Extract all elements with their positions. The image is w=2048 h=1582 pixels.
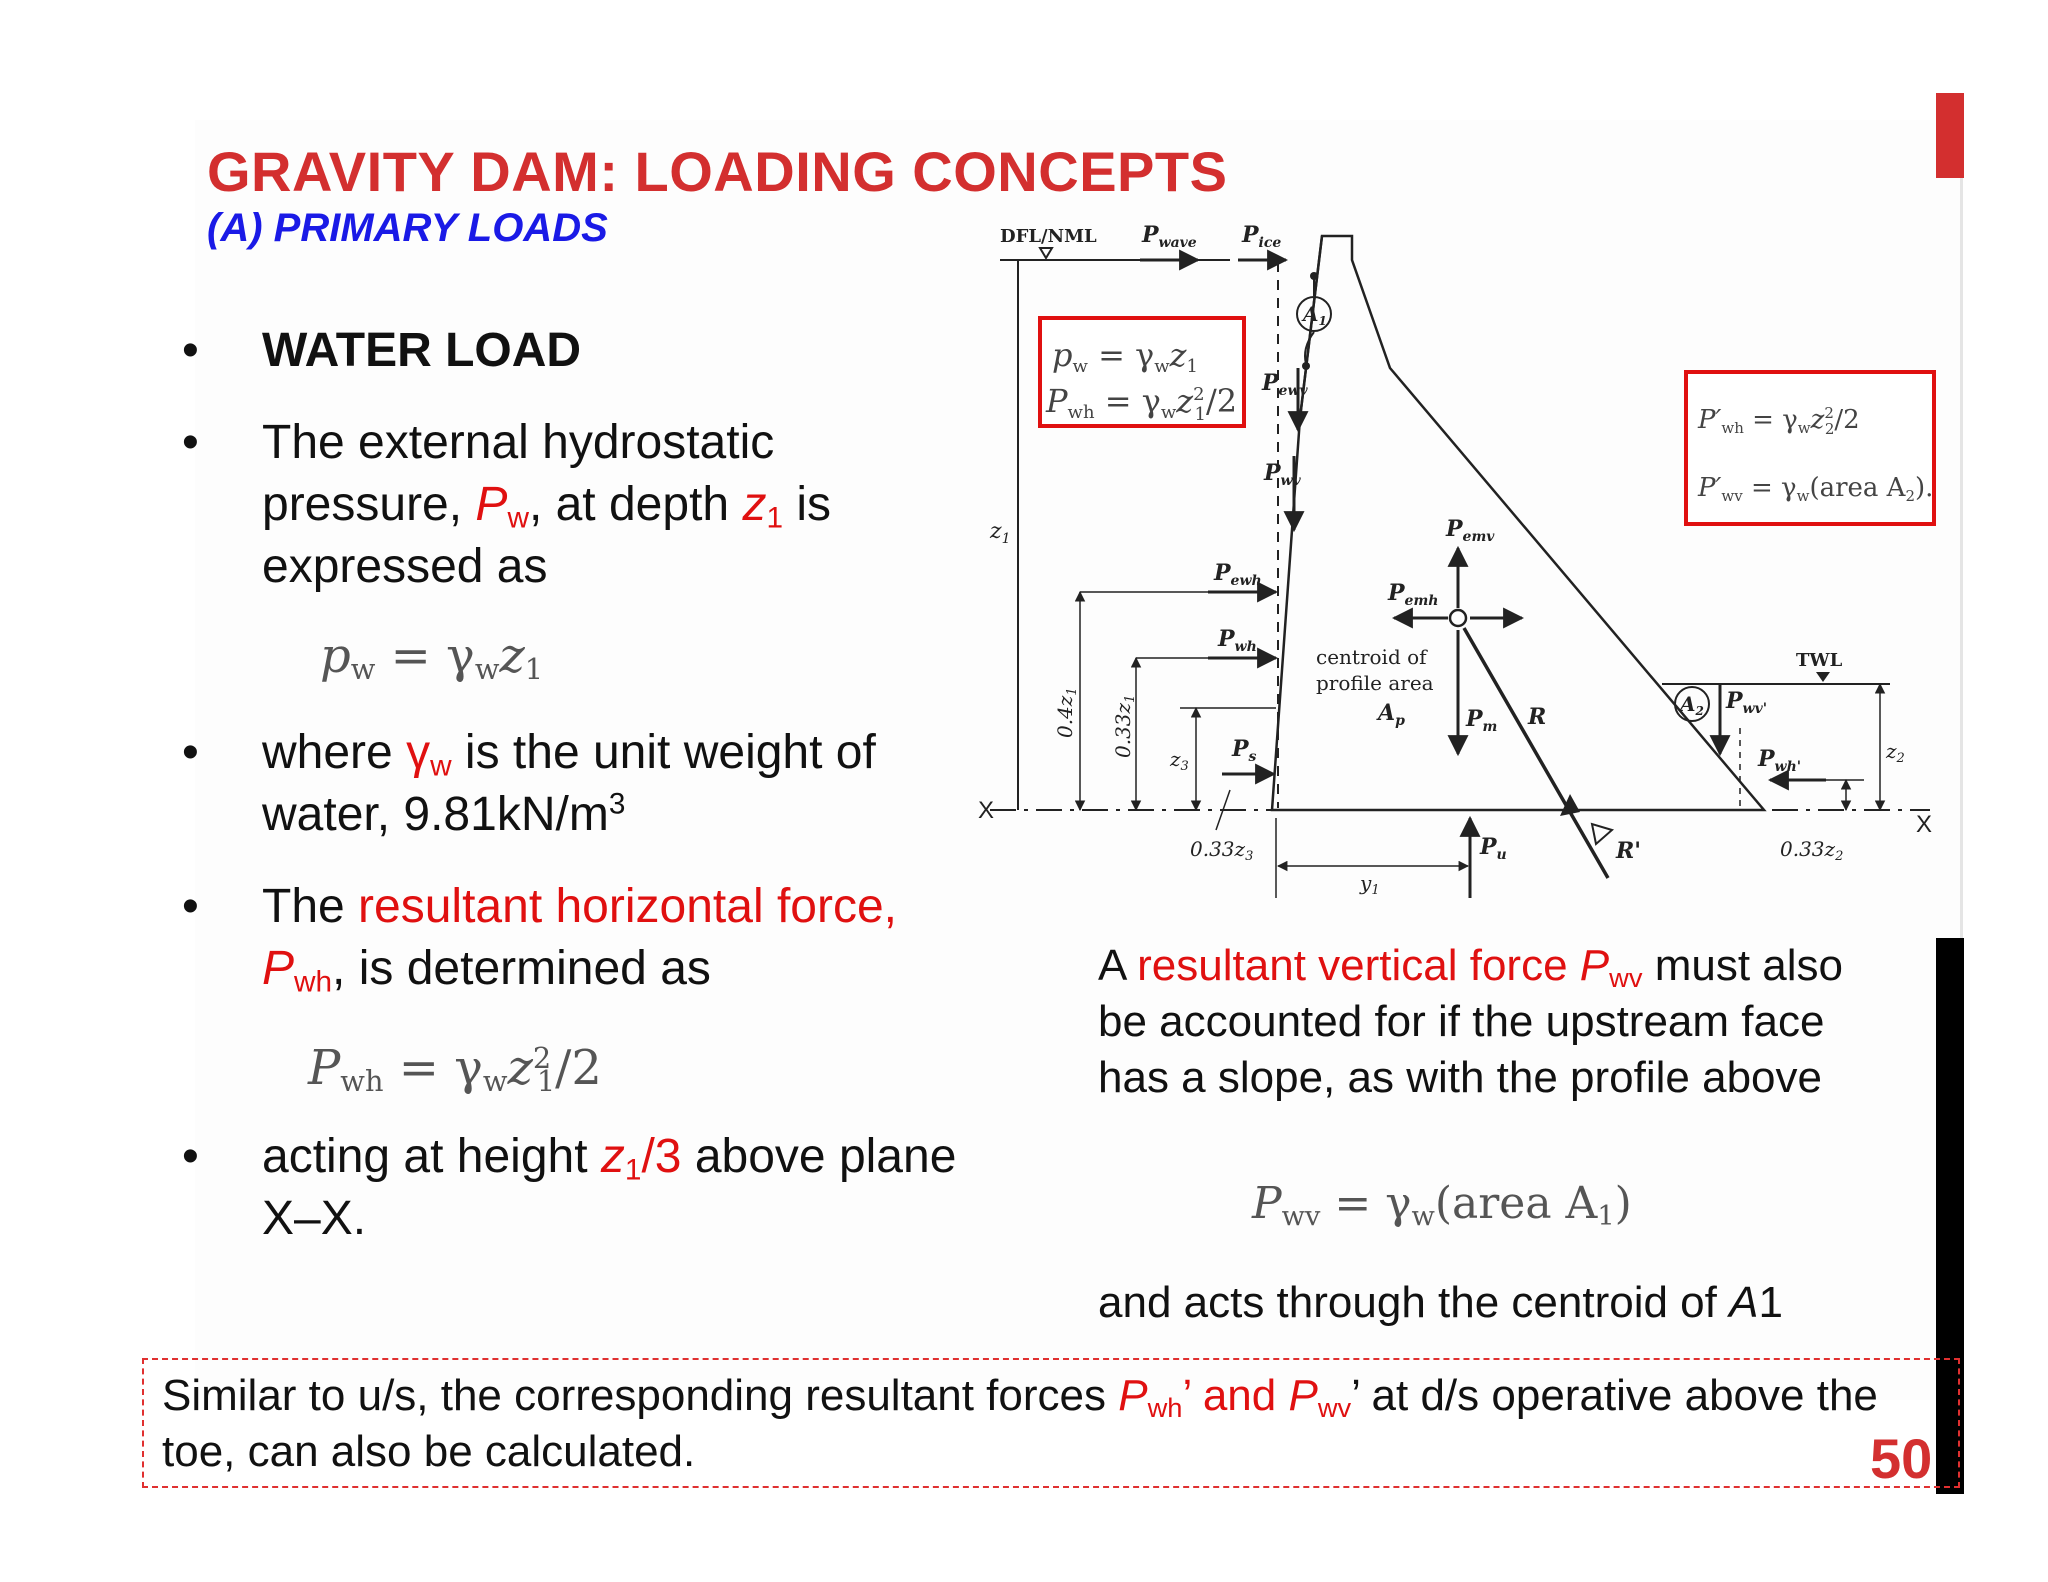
label-033z2: $0.33z_2$ (1780, 837, 1844, 864)
tailwater-level-icon (1816, 672, 1830, 682)
label-z2: $z_2$ (1886, 739, 1905, 766)
label-twl: TWL (1796, 650, 1843, 671)
slide-subtitle: (A) PRIMARY LOADS (207, 206, 608, 250)
a1-leader-dot-lower (1302, 362, 1310, 370)
slide-title: GRAVITY DAM: LOADING CONCEPTS (207, 140, 1228, 203)
bullet-text: acting at height $z_1/3$ above plane X–X. (262, 1130, 957, 1245)
equation-pw: $p_w = \gamma_wz_1$ (320, 628, 544, 687)
bullet-dot: • (182, 416, 199, 469)
label-pwave: $P_{wave}$ (1142, 222, 1197, 251)
box-left-line1: pw = γwz1 (1052, 336, 1198, 377)
resultant-r-prime-arrowhead (1592, 824, 1612, 844)
label-z1: $z_1$ (990, 519, 1011, 547)
label-pewv: $P_{ewv}$ (1262, 370, 1308, 399)
label-pewh: $P_{ewh}$ (1214, 560, 1262, 589)
label-z3: $z_3$ (1170, 747, 1189, 774)
equation-pwh: $P_{wh} = \gamma_wz^2_1/2$ (308, 1040, 602, 1099)
bullet-dot: • (182, 880, 199, 933)
label-centroid-2: profile area (1316, 671, 1434, 695)
label-033z1: $0.33z_1$ (1111, 694, 1138, 758)
label-a1: $A_1$ (1303, 302, 1327, 328)
vertical-force-paragraph: A resultant vertical force $P_{wv}$ must also be accounted for if the upstream face has a slope, as with the profile above (1098, 941, 1843, 1102)
label-pwv-prime: $P_{wv'}$ (1726, 688, 1768, 717)
bullet-dot: • (182, 726, 199, 779)
page-number: 50 (1870, 1427, 1933, 1490)
label-pm: $P_m$ (1466, 706, 1498, 735)
label-pwv: $P_{wv}$ (1264, 460, 1301, 489)
bullet-text: where $\gamma_w$ is the unit weight of water, $9.81kN/m^3$ (262, 726, 876, 841)
label-r: R (1528, 704, 1547, 730)
accent-rule (1960, 178, 1963, 938)
label-r-prime: R' (1616, 838, 1642, 864)
label-04z1: $0.4z_1$ (1053, 687, 1080, 738)
label-dfl: DFL/NML (1000, 226, 1097, 247)
label-pwh-prime: $P_{wh'}$ (1758, 746, 1802, 775)
label-a2: $A_2$ (1680, 692, 1704, 718)
bullet-text: The resultant horizontal force, $P_{wh}$, is determined as (262, 880, 897, 999)
box-right-line2: P′wv = γw(area A2). (1698, 473, 1934, 505)
label-pemv: $P_{emv}$ (1446, 516, 1495, 545)
bullet-text: WATER LOAD (262, 324, 582, 377)
bullet-text: The external hydrostatic pressure, $P_w$, at depth $z_1$ is expressed as (262, 416, 831, 593)
centroid-marker (1450, 610, 1466, 626)
label-ps: $P_s$ (1232, 736, 1257, 765)
bullet-dot: • (182, 1130, 199, 1183)
label-pice: $P_{ice}$ (1242, 222, 1282, 251)
centroid-sentence: and acts through the centroid of A1 (1098, 1278, 1783, 1327)
equation-pwv: $P_{wv}$ = $\gamma_w(area$ $A_1$) (1252, 1178, 1632, 1232)
bullet-dot: • (182, 324, 199, 377)
label-x-right: X (1916, 811, 1933, 838)
label-033z3: $0.33z_3$ (1190, 837, 1254, 864)
downstream-note: Similar to u/s, the corresponding resultant forces $P_{wh}$’ and $P_{wv}$’ at d/s operative above the toe, can also be calculated. (162, 1371, 1878, 1476)
label-pu: $P_u$ (1480, 834, 1507, 863)
label-centroid-1: centroid of (1316, 645, 1427, 669)
accent-bar-red (1936, 93, 1964, 178)
box-right-line1: P′wh = γwz$^2$ 2/2 (1698, 404, 1860, 438)
label-x-left: X (978, 797, 995, 824)
a1-leader-dot (1310, 272, 1318, 280)
label-y1: $y_1$ (1360, 871, 1380, 898)
dam-loading-diagram (980, 218, 1940, 918)
water-level-icon (1040, 248, 1052, 258)
label-pwh: $P_{wh}$ (1218, 626, 1257, 655)
label-ap: $A_p$ (1378, 700, 1405, 729)
box-left-line2: Pwh = γwz$^2$ 1/2 (1046, 382, 1238, 425)
label-pemh: $P_{emh}$ (1388, 580, 1439, 609)
